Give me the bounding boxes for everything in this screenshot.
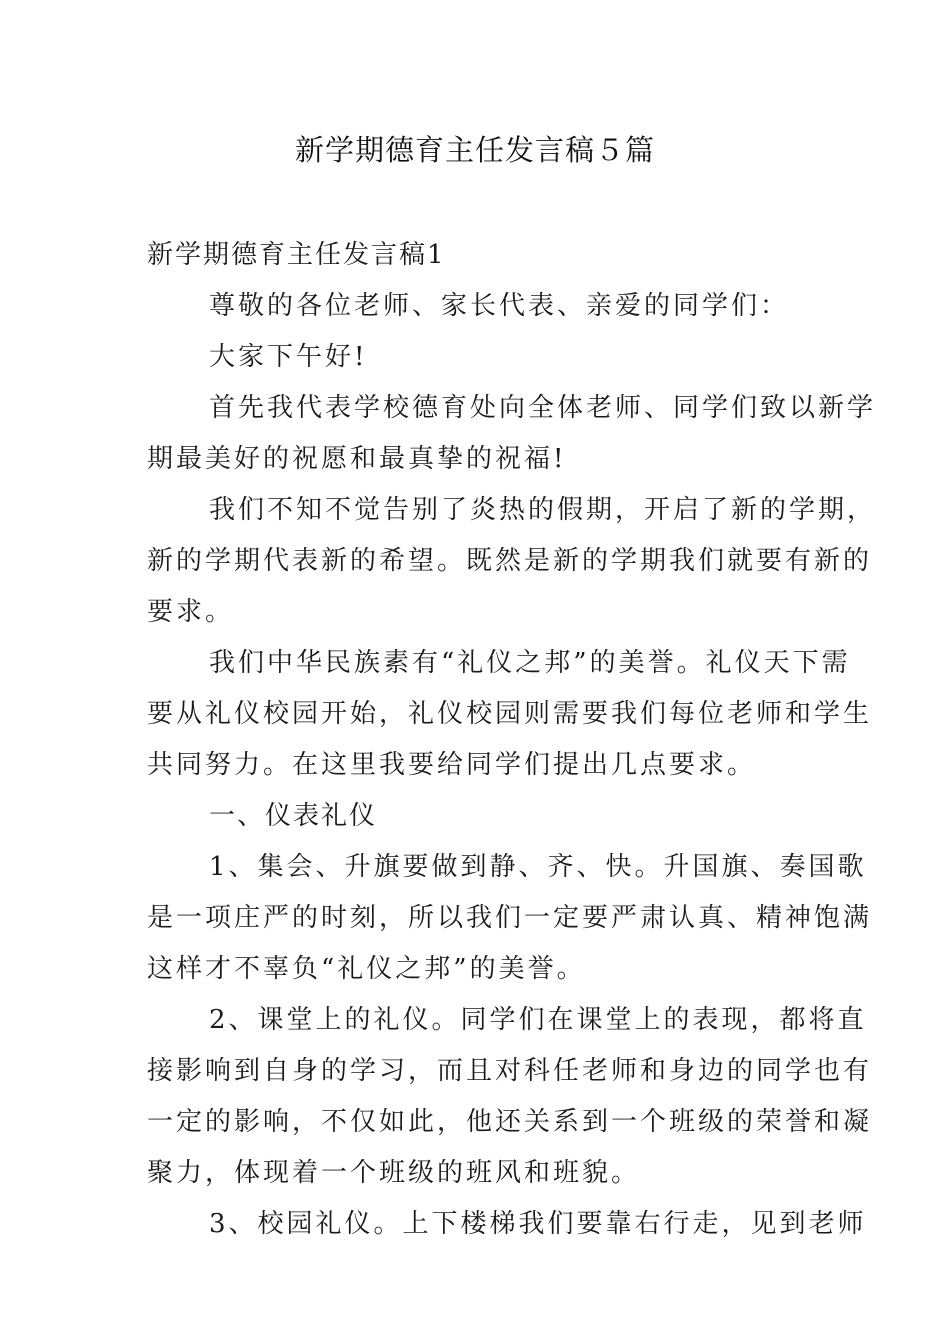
paragraph-line: 要求。 [147,597,235,627]
document-title: 新学期德育主任发言稿５篇 [294,133,655,167]
paragraph-line: 是一项庄严的时刻，所以我们一定要严肃认真、精神饱满 [147,903,873,933]
paragraph-line: 要从礼仪校园开始，礼仪校园则需要我们每位老师和学生 [147,699,873,729]
paragraph-line: 聚力，体现着一个班级的班风和班貌。 [147,1158,641,1188]
paragraph-line: 共同努力。在这里我要给同学们提出几点要求。 [147,750,757,780]
document-body [147,230,877,1250]
paragraph-line: 新的学期代表新的希望。既然是新的学期我们就要有新的 [147,546,873,576]
paragraph-line: 一定的影响，不仅如此，他还关系到一个班级的荣誉和凝 [147,1107,873,1137]
paragraph-line: 我们中华民族素有“礼仪之邦”的美誉。礼仪天下需 [209,648,851,678]
salutation: 尊敬的各位老师、家长代表、亲爱的同学们： [209,291,790,321]
paragraph-line: 期最美好的祝愿和最真挚的祝福! [147,444,567,474]
paragraph-line: 3、校园礼仪。上下楼梯我们要靠右行走，见到老师 [209,1209,867,1239]
paragraph-line: 这样才不辜负“礼仪之邦”的美誉。 [147,954,586,984]
greeting: 大家下午好! [209,342,368,372]
paragraph-line: 我们不知不觉告别了炎热的假期，开启了新的学期， [209,495,877,525]
paragraph-line: 1、集会、升旗要做到静、齐、快。升国旗、奏国歌 [209,852,867,882]
paragraph-line: 首先我代表学校德育处向全体老师、同学们致以新学 [209,393,877,423]
subsection-heading: 一、仪表礼仪 [209,801,378,831]
section-heading: 新学期德育主任发言稿1 [147,240,446,270]
paragraph-line: 2、课堂上的礼仪。同学们在课堂上的表现，都将直 [209,1005,867,1035]
paragraph-line: 接影响到自身的学习，而且对科任老师和身边的同学也有 [147,1056,873,1086]
